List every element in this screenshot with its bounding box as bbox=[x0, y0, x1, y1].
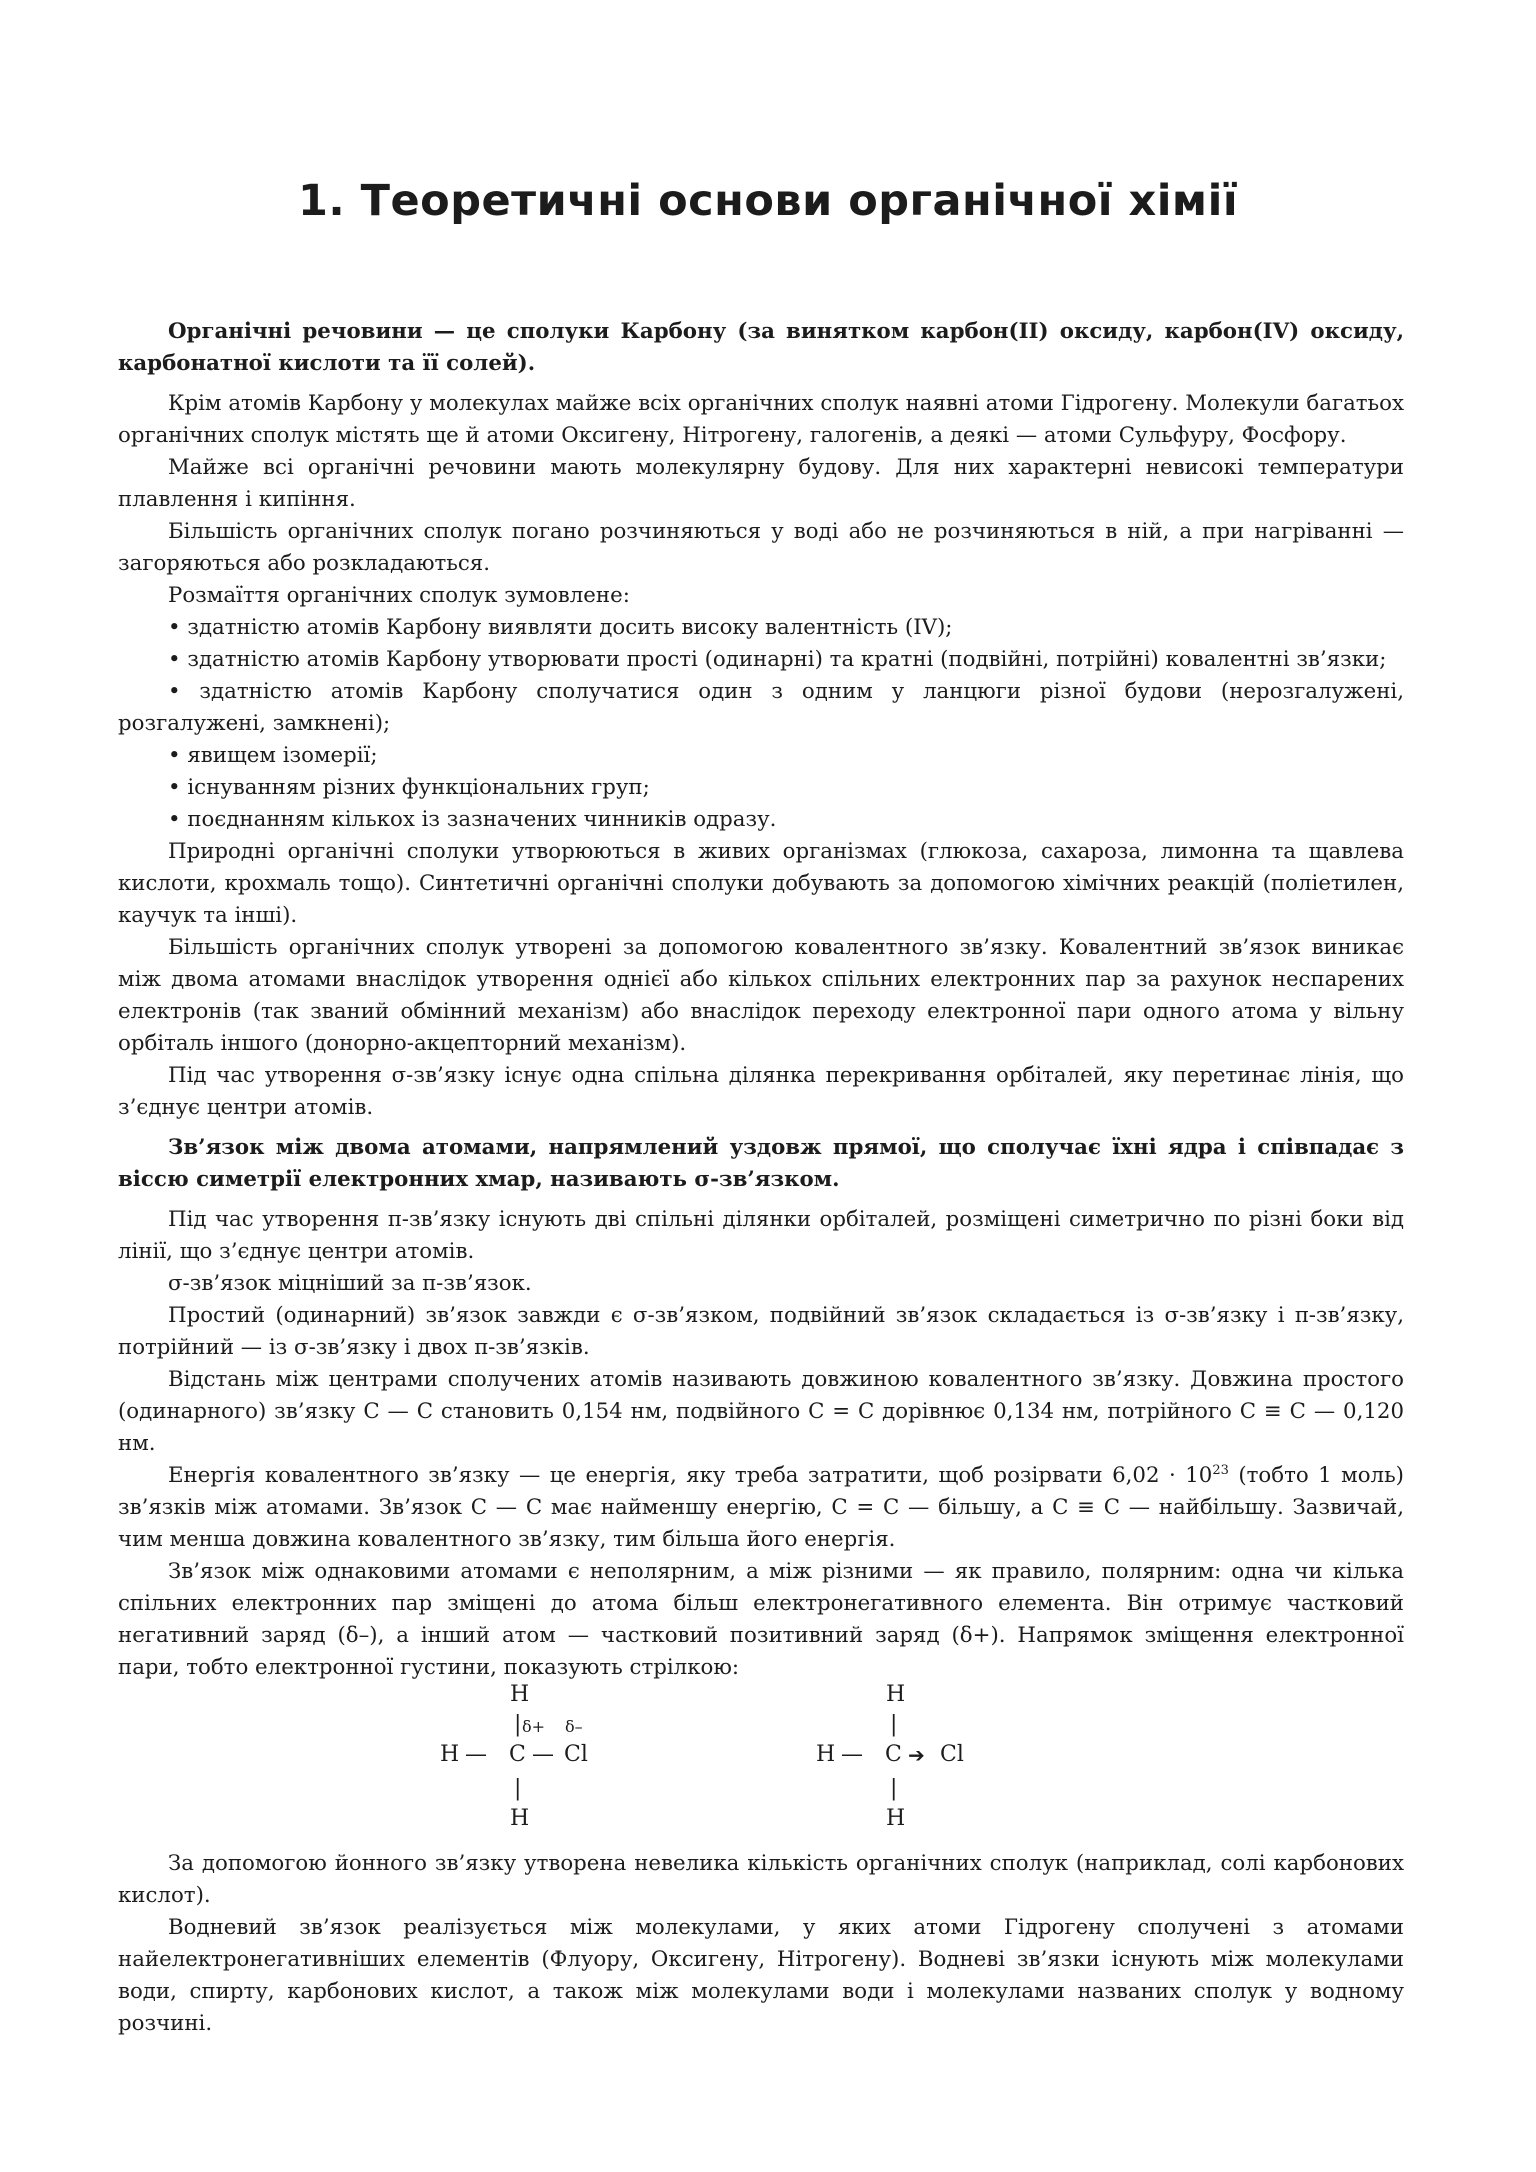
formula-right-bond-left: — bbox=[841, 1742, 863, 1767]
paragraph-polarity: Зв’язок між однаковими атомами є неполярним, а між різними — як правило, полярним: одна чи кілька спільних електронних пар зміщені до атома більш електронегативного елемента. Він отримує частковий негативний заряд (δ–), а інший атом — частковий позитивний заряд (δ+). Напрямок зміщення електронної пари, тобто електронної густини, показують стрілкою: bbox=[118, 1559, 1404, 1680]
formula-left-h-bottom: H bbox=[510, 1806, 530, 1831]
formula-left-carbon: C bbox=[509, 1742, 526, 1767]
energy-text-end: (тобто 1 моль) зв’язків між атомами. Зв’язок C — C має найменшу енергію, C = C — більшу, а C ≡ C — найбільшу. Зазвичай, чим менша довжина ковалентного зв’язку, тим більша його енергія. bbox=[118, 1463, 1404, 1552]
formula-left-h-top: H bbox=[510, 1682, 530, 1707]
formula-right-chlorine: Cl bbox=[940, 1742, 964, 1767]
formula-left-bond-right: — bbox=[532, 1742, 554, 1767]
paragraph-ionic-bond: За допомогою йонного зв’язку утворена невелика кількість органічних сполук (наприклад, солі карбонових кислот). bbox=[118, 1851, 1404, 1908]
formula-right-h-left: H bbox=[816, 1742, 836, 1767]
formula-left-h-left: H bbox=[440, 1742, 460, 1767]
paragraph-bond-multiplicity: Простий (одинарний) зв’язок завжди є σ-зв’язком, подвійний зв’язок складається із σ-зв’язку і π-зв’язку, потрійний — із σ-зв’язку і двох π-зв’язків. bbox=[118, 1303, 1404, 1360]
paragraph-bond-energy bbox=[118, 1460, 1404, 1556]
formula-right-carbon: C bbox=[885, 1742, 902, 1767]
formula-left-bond-left: — bbox=[465, 1742, 487, 1767]
page-body bbox=[118, 316, 1404, 2040]
paragraph-natural-synthetic: Природні органічні сполуки утворюються в живих організмах (глюкоза, сахароза, лимонна та щавлева кислоти, крохмаль тощо). Синтетичні органічні сполуки добувають за допомогою хімічних реакцій (поліетилен, каучук та інші). bbox=[118, 839, 1404, 928]
energy-exponent: 23 bbox=[1212, 1462, 1229, 1478]
list-item-chains: • здатністю атомів Карбону сполучатися один з одним у ланцюги різної будови (нерозгалужені, розгалужені, замкнені); bbox=[118, 679, 1404, 736]
formula-right-arrow-icon: ➔ bbox=[908, 1743, 925, 1767]
paragraph-pi-bond: Під час утворення π-зв’язку існують дві спільні ділянки орбіталей, розміщені симетрично по різні боки від лінії, що з’єднує центри атомів. bbox=[118, 1207, 1404, 1264]
polar-bond-formulas bbox=[118, 1684, 1404, 1848]
list-item-bond-types: • здатністю атомів Карбону утворювати прості (одинарні) та кратні (подвійні, потрійні) ковалентні зв’язки; bbox=[168, 647, 1387, 672]
paragraph-diversity-intro: Розмаїття органічних сполук зумовлене: bbox=[168, 583, 630, 608]
chapter-title: 1. Теоретичні основи органічної хімії bbox=[297, 176, 1239, 226]
paragraph-sigma-overlap: Під час утворення σ-зв’язку існує одна спільна ділянка перекривання орбіталей, яку перетинає лінія, що з’єднує центри атомів. bbox=[118, 1063, 1404, 1120]
paragraph-sigma-stronger: σ-зв’язок міцніший за π-зв’язок. bbox=[168, 1271, 532, 1296]
formula-left-bond-top: | bbox=[514, 1712, 522, 1737]
energy-text-start: Енергія ковалентного зв’язку — це енергія, яку треба затратити, щоб розірвати 6,02 · 10 bbox=[168, 1463, 1213, 1488]
formula-left-bond-bottom: | bbox=[514, 1776, 522, 1801]
list-item-isomerism: • явищем ізомерії; bbox=[168, 743, 378, 768]
formula-left-delta-plus: δ+ bbox=[522, 1717, 546, 1736]
paragraph-hydrogen-bond: Водневий зв’язок реалізується між молекулами, у яких атоми Гідрогену сполучені з атомами найелектронегативніших елементів (Флуору, Оксигену, Нітрогену). Водневі зв’язки існують між молекулами води, спирту, карбонових кислот, а також між молекулами води і молекулами названих сполук у водному розчині. bbox=[118, 1915, 1404, 2036]
list-item-combination: • поєднанням кількох із зазначених чинників одразу. bbox=[168, 807, 777, 832]
formula-right-bond-top: | bbox=[890, 1712, 898, 1737]
definition-organic-substances: Органічні речовини — це сполуки Карбону (за винятком карбон(II) оксиду, карбон(IV) оксиду, карбонатної кислоти та її солей). bbox=[118, 319, 1404, 376]
formula-right-bond-bottom: | bbox=[890, 1776, 898, 1801]
formula-left-delta-minus: δ– bbox=[565, 1717, 583, 1736]
formula-left-chlorine: Cl bbox=[564, 1742, 588, 1767]
definition-sigma-bond: Зв’язок між двома атомами, напрямлений уздовж прямої, що сполучає їхні ядра і співпадає з віссю симетрії електронних хмар, називають σ-зв’язком. bbox=[118, 1135, 1404, 1192]
paragraph-molecular-structure: Майже всі органічні речовини мають молекулярну будову. Для них характерні невисокі температури плавлення і кипіння. bbox=[118, 455, 1404, 512]
paragraph-solubility: Більшість органічних сполук погано розчиняються у воді або не розчиняються в ній, а при нагріванні — загоряються або розкладаються. bbox=[118, 519, 1404, 576]
paragraph-covalent-bond: Більшість органічних сполук утворені за допомогою ковалентного зв’язку. Ковалентний зв’язок виникає між двома атомами внаслідок утворення однієї або кількох спільних електронних пар за рахунок неспарених електронів (так званий обмінний механізм) або внаслідок переходу електронної пари одного атома у вільну орбіталь іншого (донорно-акцепторний механізм). bbox=[118, 935, 1404, 1056]
paragraph-bond-length: Відстань між центрами сполучених атомів називають довжиною ковалентного зв’язку. Довжина простого (одинарного) зв’язку C — C становить 0,154 нм, подвійного C = C дорівнює 0,134 нм, потрійного C ≡ C — 0,120 нм. bbox=[118, 1367, 1404, 1456]
list-item-functional-groups: • існуванням різних функціональних груп; bbox=[168, 775, 650, 800]
formula-right-h-top: H bbox=[886, 1682, 906, 1707]
paragraph-composition: Крім атомів Карбону у молекулах майже всіх органічних сполук наявні атоми Гідрогену. Молекули багатьох органічних сполук містять ще й атоми Оксигену, Нітрогену, галогенів, а деякі — атоми Сульфуру, Фосфору. bbox=[118, 391, 1404, 448]
list-item-valence: • здатністю атомів Карбону виявляти досить високу валентність (IV); bbox=[168, 615, 953, 640]
formula-right-h-bottom: H bbox=[886, 1806, 906, 1831]
